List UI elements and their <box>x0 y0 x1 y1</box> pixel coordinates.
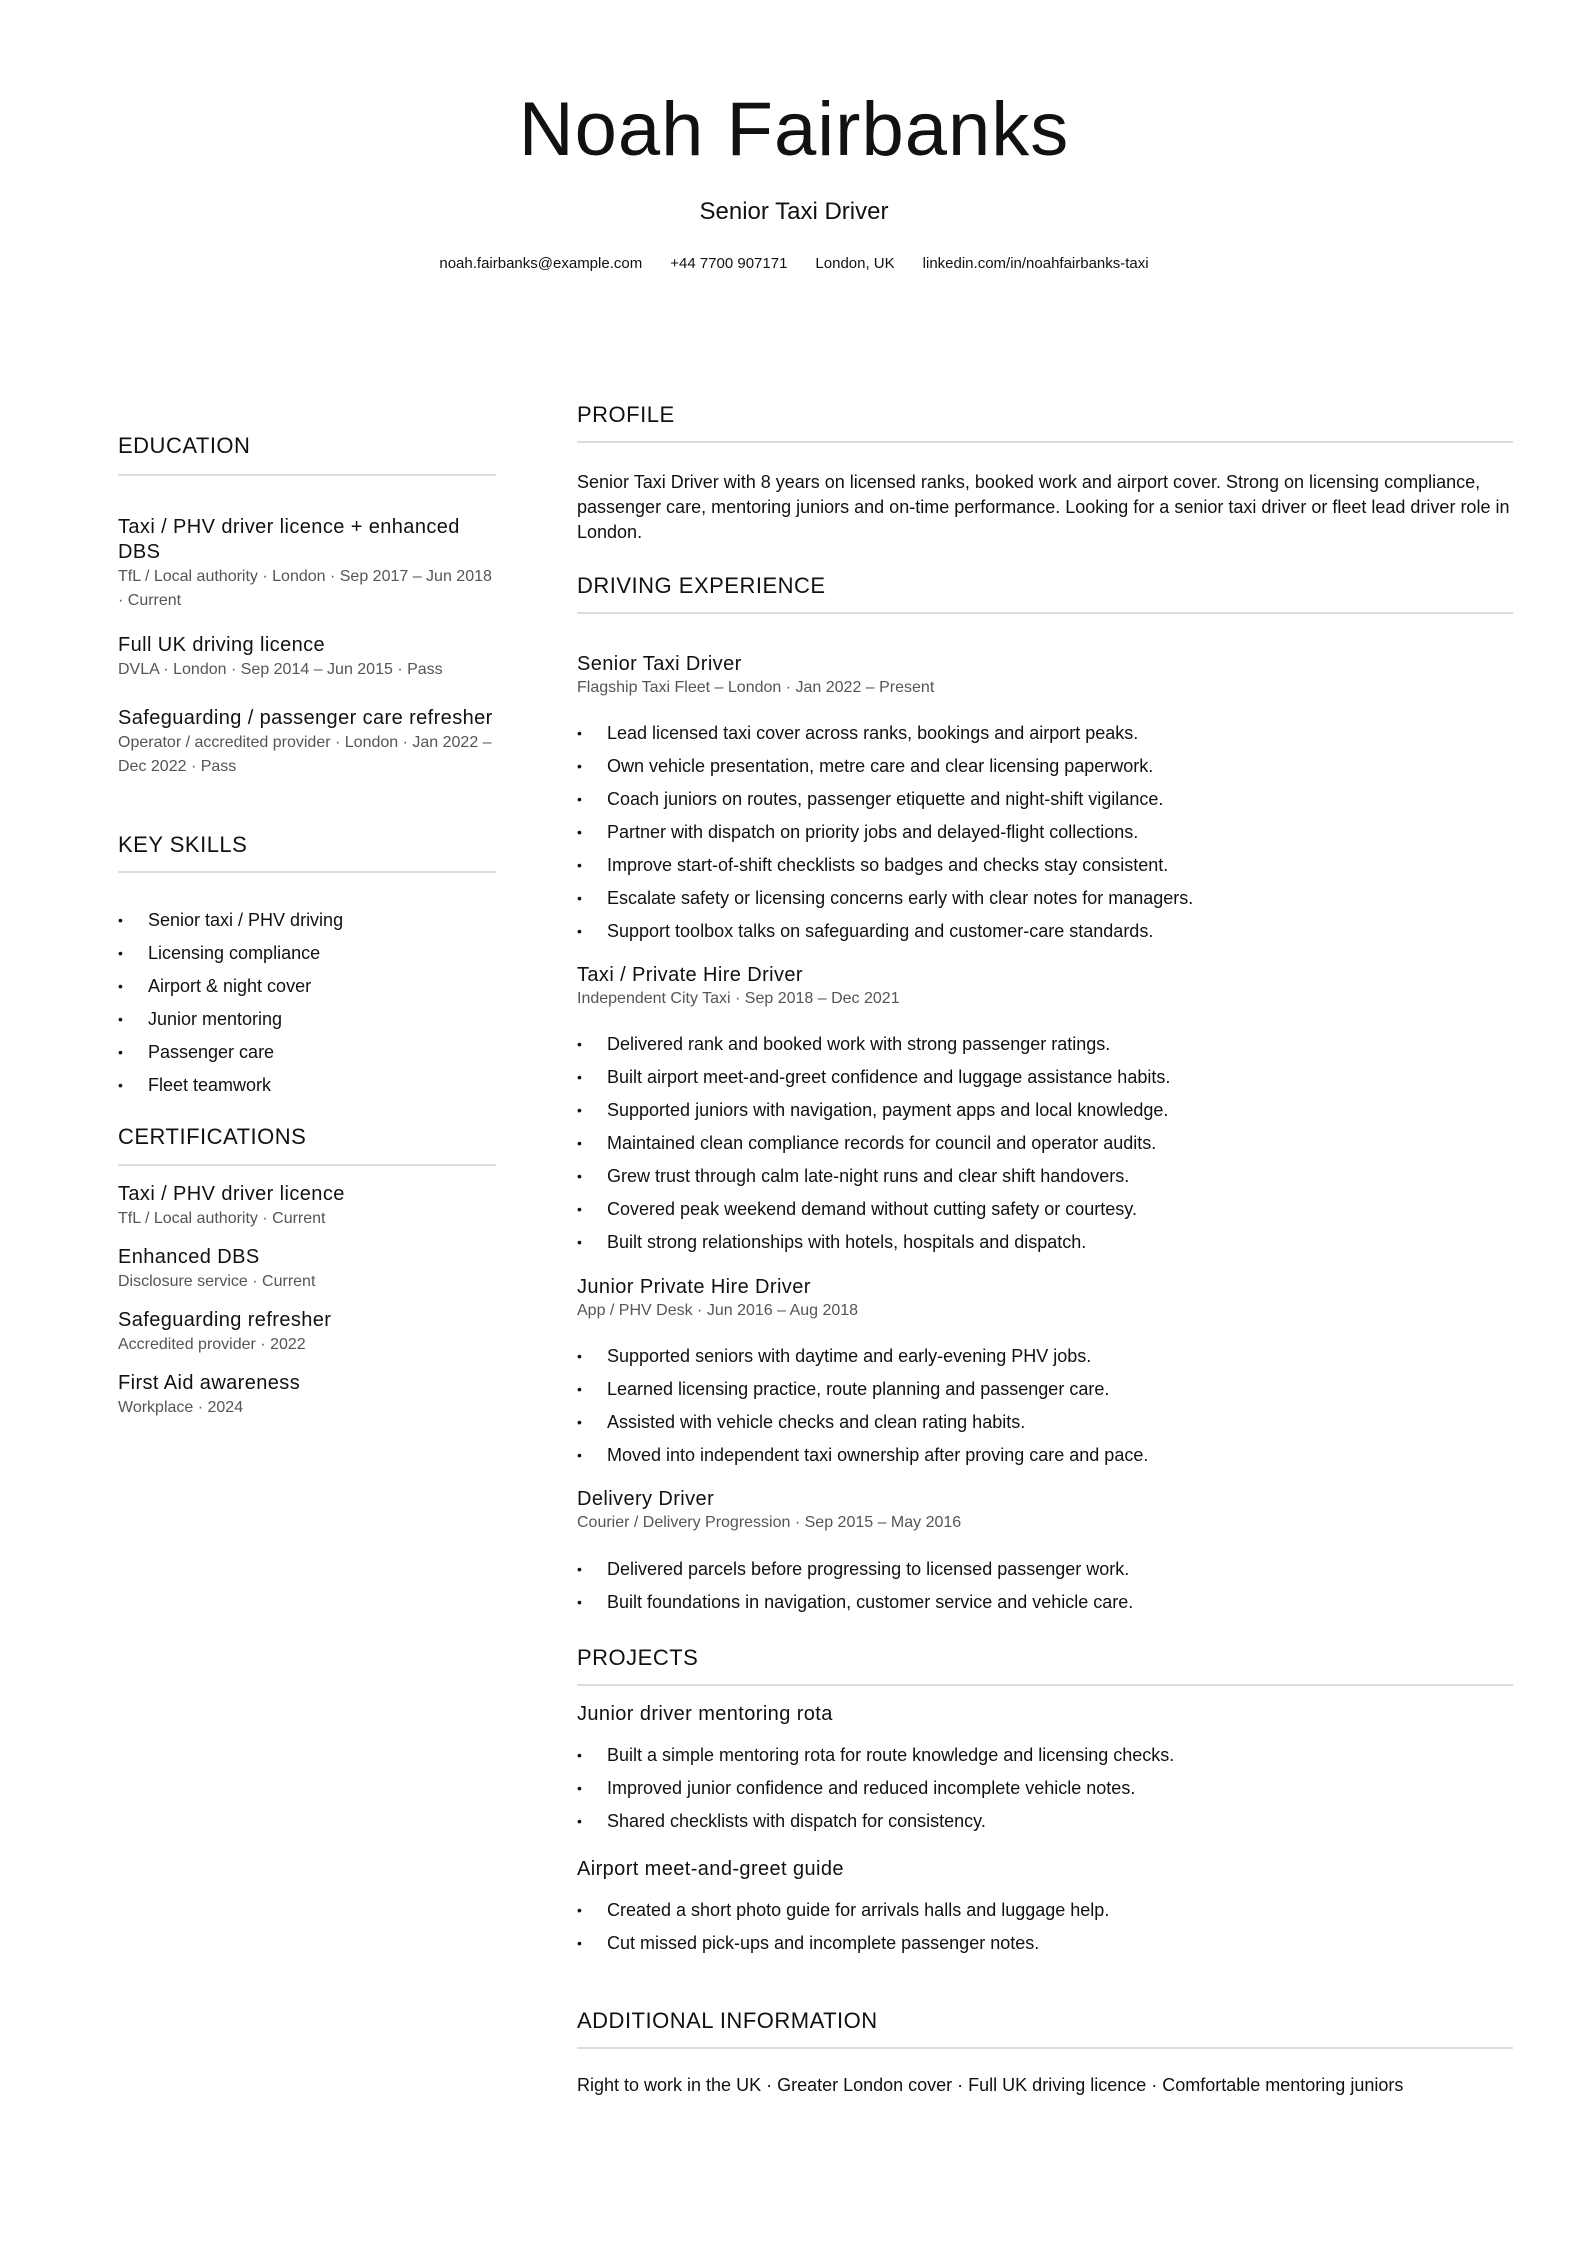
certification-item <box>118 1182 496 1231</box>
job-bullet: • Own vehicle presentation, metre care and clear licensing paperwork. <box>577 750 1517 783</box>
job-meta: Independent City Taxi · Sep 2018 – Dec 2021 <box>577 990 900 1007</box>
contact-phone[interactable]: +44 7700 907171 <box>670 255 788 272</box>
skill-item: • Fleet teamwork <box>118 1069 496 1102</box>
job-bullet: • Delivered rank and booked work with strong passenger ratings. <box>577 1028 1517 1061</box>
skills-heading: KEY SKILLS <box>118 832 248 857</box>
job-bullet: • Coach juniors on routes, passenger etiquette and night-shift vigilance. <box>577 783 1517 816</box>
experience-divider <box>577 612 1513 614</box>
education-item-name: Full UK driving licence <box>118 634 326 656</box>
job-bullet: • Supported juniors with navigation, payment apps and local knowledge. <box>577 1094 1517 1127</box>
project-title: Junior driver mentoring rota <box>577 1703 833 1725</box>
job-title: Senior Taxi Driver <box>577 653 742 675</box>
education-heading: EDUCATION <box>118 433 251 458</box>
education-item-name: Safeguarding / passenger care refresher <box>118 707 493 729</box>
profile-heading: PROFILE <box>577 402 675 427</box>
projects-heading: PROJECTS <box>577 1645 699 1670</box>
certification-meta: Workplace · 2024 <box>118 1399 244 1416</box>
skill-item: • Passenger care <box>118 1036 496 1069</box>
skill-item: • Junior mentoring <box>118 1003 496 1036</box>
job-title: Junior Private Hire Driver <box>577 1276 811 1298</box>
job-bullet: • Improve start-of-shift checklists so badges and checks stay consistent. <box>577 849 1517 882</box>
job-bullet: • Grew trust through calm late-night runs and clear shift handovers. <box>577 1160 1517 1193</box>
profile-summary: Senior Taxi Driver with 8 years on licensed ranks, booked work and airport cover. Strong on licensing compliance, passenger care, mentoring juniors and on-time performance. Looking for a senior taxi driver or fleet lead driver role in London. <box>577 472 1510 542</box>
job-bullet: • Partner with dispatch on priority jobs and delayed-flight collections. <box>577 816 1517 849</box>
project-bullet: • Shared checklists with dispatch for consistency. <box>577 1805 1517 1838</box>
job-bullets <box>577 1553 1517 1619</box>
contact-bar <box>0 255 1588 272</box>
job-bullet: • Built airport meet-and-greet confidence and luggage assistance habits. <box>577 1061 1517 1094</box>
job-bullet: • Supported seniors with daytime and early-evening PHV jobs. <box>577 1340 1517 1373</box>
job-bullet: • Assisted with vehicle checks and clean rating habits. <box>577 1406 1517 1439</box>
project-bullet: • Improved junior confidence and reduced incomplete vehicle notes. <box>577 1772 1517 1805</box>
job-meta: App / PHV Desk · Jun 2016 – Aug 2018 <box>577 1302 859 1319</box>
project-bullets <box>577 1739 1517 1838</box>
education-item <box>118 633 496 682</box>
skill-item: • Senior taxi / PHV driving <box>118 904 496 937</box>
experience-heading: DRIVING EXPERIENCE <box>577 573 826 598</box>
job-title: Delivery Driver <box>577 1488 715 1510</box>
job-meta: Flagship Taxi Fleet – London · Jan 2022 – Present <box>577 679 935 696</box>
job-bullet: • Covered peak weekend demand without cutting safety or courtesy. <box>577 1193 1517 1226</box>
contact-linkedin[interactable]: linkedin.com/in/noahfairbanks-taxi <box>922 255 1149 272</box>
project-title: Airport meet-and-greet guide <box>577 1858 844 1880</box>
certification-item <box>118 1308 496 1357</box>
education-item-name: Taxi / PHV driver licence + enhanced DBS <box>118 516 460 563</box>
job-bullets <box>577 1028 1517 1259</box>
education-item-meta: TfL / Local authority · London · Sep 2017 – Jun 2018 · Current <box>118 568 492 609</box>
skills-divider <box>118 871 496 873</box>
skill-item: • Licensing compliance <box>118 937 496 970</box>
skill-item: • Airport & night cover <box>118 970 496 1003</box>
contact-email[interactable]: noah.fairbanks@example.com <box>439 255 643 272</box>
certification-item <box>118 1245 496 1294</box>
certifications-heading: CERTIFICATIONS <box>118 1124 307 1149</box>
certification-name: Safeguarding refresher <box>118 1309 332 1331</box>
job-meta: Courier / Delivery Progression · Sep 2015 – May 2016 <box>577 1514 962 1531</box>
certification-meta: Disclosure service · Current <box>118 1273 316 1290</box>
job-bullet: • Maintained clean compliance records for council and operator audits. <box>577 1127 1517 1160</box>
certification-meta: Accredited provider · 2022 <box>118 1336 306 1353</box>
project-bullet: • Created a short photo guide for arrivals halls and luggage help. <box>577 1894 1517 1927</box>
job-title: Taxi / Private Hire Driver <box>577 964 803 986</box>
certification-name: First Aid awareness <box>118 1372 301 1394</box>
job-bullet: • Lead licensed taxi cover across ranks, bookings and airport peaks. <box>577 717 1517 750</box>
education-divider <box>118 474 496 476</box>
additional-divider <box>577 2047 1513 2049</box>
certifications-divider <box>118 1164 496 1166</box>
job-bullet: • Moved into independent taxi ownership after proving care and pace. <box>577 1439 1517 1472</box>
education-item <box>118 706 496 779</box>
job-bullets <box>577 717 1517 948</box>
additional-heading: ADDITIONAL INFORMATION <box>577 2008 878 2033</box>
job-title-headline: Senior Taxi Driver <box>699 198 889 225</box>
job-bullet: • Support toolbox talks on safeguarding and customer-care standards. <box>577 915 1517 948</box>
education-item-meta: Operator / accredited provider · London · Jan 2022 – Dec 2022 · Pass <box>118 734 492 775</box>
certification-name: Enhanced DBS <box>118 1246 260 1268</box>
skills-list <box>118 904 496 1102</box>
profile-divider <box>577 441 1513 443</box>
candidate-name: Noah Fairbanks <box>518 87 1070 172</box>
project-bullet: • Cut missed pick-ups and incomplete passenger notes. <box>577 1927 1517 1960</box>
projects-divider <box>577 1684 1513 1686</box>
education-item-meta: DVLA · London · Sep 2014 – Jun 2015 · Pass <box>118 661 443 678</box>
job-bullet: • Built foundations in navigation, customer service and vehicle care. <box>577 1586 1517 1619</box>
job-bullets <box>577 1340 1517 1472</box>
job-bullet: • Learned licensing practice, route planning and passenger care. <box>577 1373 1517 1406</box>
certification-meta: TfL / Local authority · Current <box>118 1210 326 1227</box>
job-bullet: • Built strong relationships with hotels, hospitals and dispatch. <box>577 1226 1517 1259</box>
contact-location: London, UK <box>815 255 895 272</box>
education-item <box>118 515 496 613</box>
job-bullet: • Escalate safety or licensing concerns early with clear notes for managers. <box>577 882 1517 915</box>
job-bullet: • Delivered parcels before progressing to licensed passenger work. <box>577 1553 1517 1586</box>
project-bullets <box>577 1894 1517 1960</box>
additional-info: Right to work in the UK · Greater London cover · Full UK driving licence · Comfortable mentoring juniors <box>577 2075 1404 2095</box>
certification-name: Taxi / PHV driver licence <box>118 1183 345 1205</box>
certification-item <box>118 1371 496 1420</box>
project-bullet: • Built a simple mentoring rota for route knowledge and licensing checks. <box>577 1739 1517 1772</box>
